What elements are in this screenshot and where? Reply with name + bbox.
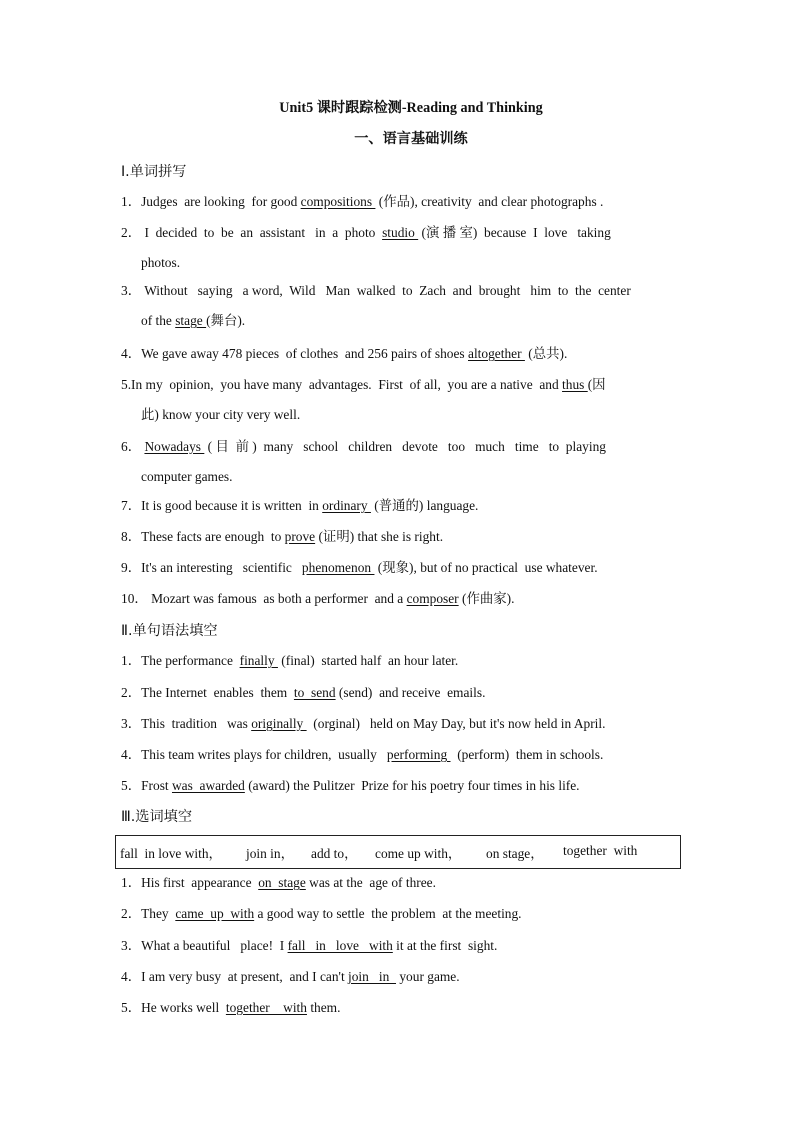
- item-text: It's an interesting scientific: [141, 560, 302, 575]
- item-text: In my opinion, you have many advantages. First of all, you are a native and: [131, 377, 563, 392]
- answer-blank: studio: [382, 225, 419, 240]
- item-text: His first appearance: [141, 875, 259, 890]
- item-number: 9．: [121, 560, 142, 575]
- item-number: 1．: [121, 653, 142, 668]
- spelling-item-2: [121, 224, 677, 272]
- item-text: (orginal) held on May Day, but it's now held in April.: [306, 716, 606, 731]
- word-option: together with: [563, 843, 638, 858]
- item-text: was at the age of three.: [305, 875, 436, 890]
- answer-blank: composer: [406, 591, 459, 606]
- word-choice-item-2: [121, 905, 677, 923]
- answer-blank: Nowadays: [144, 439, 205, 454]
- answer-blank: prove: [284, 529, 316, 544]
- item-number: 6．: [121, 439, 142, 454]
- answer-blank: came up with: [175, 906, 255, 921]
- item-number: 1．: [121, 194, 142, 209]
- grammar-item-4: [121, 746, 677, 764]
- item-text: Without saying a word, Wild Man walked to Zach and brought him to the center: [141, 283, 631, 298]
- item-text: your game.: [396, 969, 460, 984]
- word-option: join in，: [246, 846, 294, 861]
- item-number: 5．: [121, 1000, 142, 1015]
- answer-blank: together with: [225, 1000, 307, 1015]
- word-choice-item-4: [121, 968, 677, 986]
- answer-blank: phenomenon: [301, 560, 375, 575]
- item-text: (总共).: [524, 346, 568, 361]
- spelling-item-9: [121, 559, 677, 577]
- item-text: a good way to settle the problem at the meeting.: [254, 906, 522, 921]
- item-number: 10．: [121, 591, 148, 606]
- word-choice-item-1: [121, 874, 677, 892]
- item-number: 1．: [121, 875, 142, 890]
- item-number: 7．: [121, 498, 142, 513]
- item-text: Mozart was famous as both a performer and a: [147, 591, 407, 606]
- word-choice-item-5: [121, 999, 677, 1017]
- item-text: What a beautiful place! I: [141, 938, 288, 953]
- word-option: fall in love with，: [120, 846, 222, 861]
- spelling-item-4: [121, 345, 677, 363]
- word-option: on stage，: [486, 846, 544, 861]
- item-text: (final) started half an hour later.: [277, 653, 459, 668]
- item-text: (award) the Pulitzer Prize for his poetry four times in his life.: [244, 778, 580, 793]
- section-heading-spelling: Ⅰ.单词拼写: [121, 164, 187, 180]
- spelling-item-1: [121, 193, 677, 211]
- answer-blank: join in: [348, 969, 397, 984]
- item-text: The performance: [141, 653, 240, 668]
- item-text: Judges are looking for good: [141, 194, 301, 209]
- item-text: (演 播 室) because I love taking: [418, 225, 611, 240]
- item-number: 5.: [121, 377, 132, 392]
- item-text: These facts are enough to: [141, 529, 285, 544]
- word-option: add to，: [311, 846, 358, 861]
- word-box: [115, 835, 681, 869]
- item-continuation: 此) know your city very well.: [141, 407, 301, 422]
- item-continuation: [121, 312, 677, 330]
- spelling-item-10: [121, 590, 677, 608]
- section-heading-word-choice: Ⅲ.选词填空: [121, 809, 193, 825]
- item-number: 2．: [121, 685, 142, 700]
- spelling-item-3: [121, 282, 677, 330]
- item-text: The Internet enables them: [141, 685, 294, 700]
- spelling-item-5: [121, 376, 677, 424]
- item-number: 3．: [121, 938, 142, 953]
- item-text: We gave away 478 pieces of clothes and 256 pairs of shoes: [141, 346, 468, 361]
- item-text: them.: [306, 1000, 341, 1015]
- item-number: 4．: [121, 346, 142, 361]
- spelling-item-6: [121, 438, 677, 486]
- item-number: 4．: [121, 747, 142, 762]
- item-text: (舞台).: [206, 313, 246, 328]
- answer-blank: to send: [293, 685, 336, 700]
- item-number: 8．: [121, 529, 142, 544]
- item-text: This team writes plays for children, usually: [141, 747, 387, 762]
- item-text: of the: [141, 313, 176, 328]
- answer-blank: thus: [562, 377, 588, 392]
- spelling-item-8: [121, 528, 677, 546]
- item-number: 4．: [121, 969, 142, 984]
- page-title: Unit5 课时跟踪检测-Reading and Thinking: [279, 100, 543, 116]
- answer-blank: was awarded: [171, 778, 245, 793]
- item-text: (perform) them in schools.: [450, 747, 604, 762]
- item-text: (因: [587, 377, 606, 392]
- item-number: 5．: [121, 778, 142, 793]
- page-subtitle: 一、语言基础训练: [354, 131, 468, 147]
- section-heading-grammar: Ⅱ.单句语法填空: [121, 623, 218, 639]
- item-text: (证明) that she is right.: [315, 529, 444, 544]
- grammar-item-3: [121, 715, 677, 733]
- spelling-item-7: [121, 497, 677, 515]
- word-choice-item-3: [121, 937, 677, 955]
- item-text: I am very busy at present, and I can't: [141, 969, 349, 984]
- answer-blank: originally: [251, 716, 307, 731]
- answer-blank: compositions: [300, 194, 376, 209]
- item-text: Frost: [141, 778, 172, 793]
- item-number: 3．: [121, 716, 142, 731]
- item-text: it at the first sight.: [392, 938, 498, 953]
- item-number: 2．: [121, 906, 142, 921]
- item-text: (现象), but of no practical use whatever.: [374, 560, 598, 575]
- item-text: (作曲家).: [458, 591, 515, 606]
- item-text: ( 目 前 ) many school children devote too much time to playing: [204, 439, 606, 454]
- grammar-item-5: [121, 777, 677, 795]
- item-text: He works well: [141, 1000, 226, 1015]
- answer-blank: ordinary: [322, 498, 371, 513]
- item-text: (普通的) language.: [370, 498, 479, 513]
- item-number: 3．: [121, 283, 142, 298]
- answer-blank: fall in love with: [287, 938, 393, 953]
- item-number: 2．: [121, 225, 142, 240]
- answer-blank: on stage: [258, 875, 306, 890]
- item-text: I decided to be an assistant in a photo: [141, 225, 383, 240]
- item-continuation: computer games.: [141, 469, 233, 484]
- item-text: (作品), creativity and clear photographs .: [375, 194, 604, 209]
- word-option: come up with，: [375, 846, 462, 861]
- item-text: This tradition was: [141, 716, 252, 731]
- grammar-item-2: [121, 684, 677, 702]
- answer-blank: performing: [386, 747, 451, 762]
- item-text: It is good because it is written in: [141, 498, 323, 513]
- answer-blank: altogether: [468, 346, 525, 361]
- item-text: (send) and receive emails.: [335, 685, 486, 700]
- item-continuation: photos.: [141, 255, 181, 270]
- item-text: They: [141, 906, 176, 921]
- grammar-item-1: [121, 652, 677, 670]
- answer-blank: finally: [239, 653, 278, 668]
- answer-blank: stage: [175, 313, 207, 328]
